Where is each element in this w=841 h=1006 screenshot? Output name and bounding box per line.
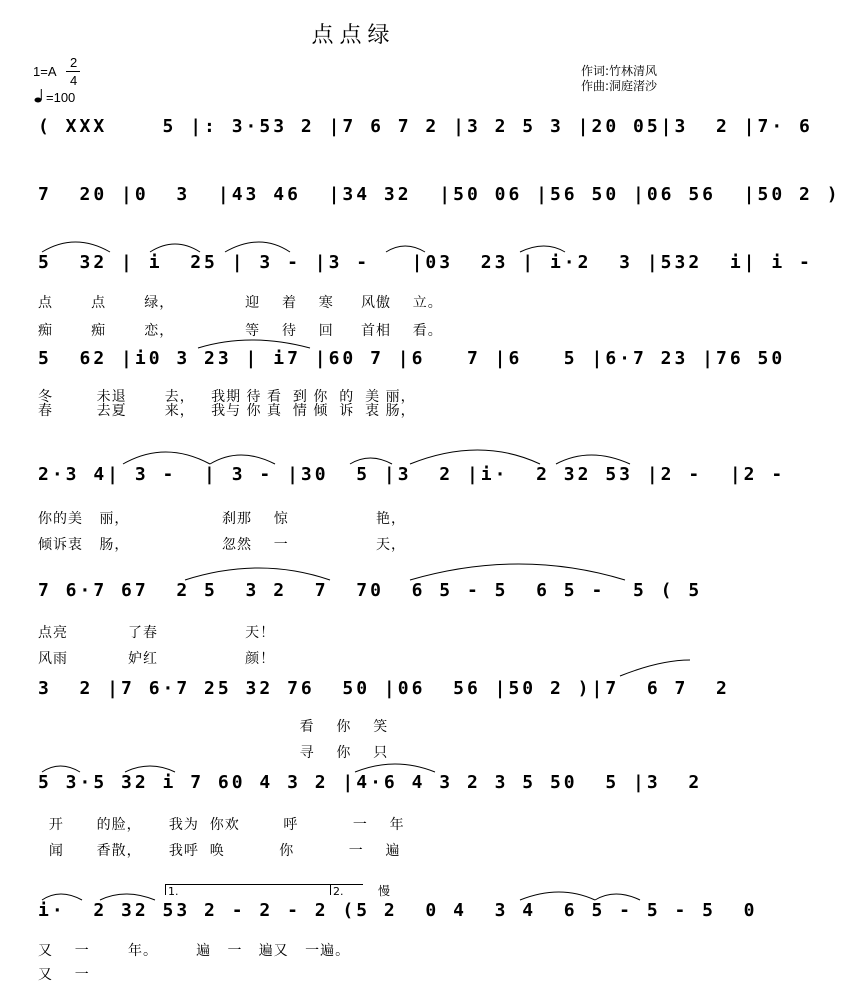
lyric-line-verse2: 又 一 <box>38 967 90 983</box>
notation-line: 5 32 | i 25 | 3 - |3 - |03 23 | i·2 3 |532 i| i - <box>38 252 813 273</box>
song-title: 点点绿 <box>311 23 396 48</box>
volta-bracket-2: 2. <box>330 884 363 895</box>
score-system-3 <box>0 252 813 286</box>
notation-line: 5 3·5 32 i 7 60 4 3 2 |4·6 4 3 2 3 5 50 5 |3 2 <box>38 772 703 793</box>
score-system-8 <box>0 772 707 806</box>
lyric-line-verse1: 冬 未退 去， 我期 待 看 到 你 的 美 丽， <box>38 389 416 405</box>
notation-line: i· 2 32 53 2 - 2 - 2 (5 2 0 4 3 4 6 5 - 5 - 5 0 <box>38 900 758 921</box>
lyric-line-verse1: 开 的脸， 我为 你欢 呼 一 年 <box>38 817 405 833</box>
lyric-line-verse2: 痴 痴 恋， 等 待 回 首相 看。 <box>38 323 443 339</box>
key-signature: 1=A <box>33 64 57 79</box>
lyric-line-verse1: 点 点 绿， 迎 着 寒 风傲 立。 <box>38 295 443 311</box>
score-system-5 <box>0 464 786 498</box>
notation-line: ( XXX 5 |: 3·53 2 |7 6 7 2 |3 2 5 3 |20 05|3 2 |7· 6 <box>38 116 813 137</box>
volta-bracket-1: 1. <box>165 884 333 895</box>
lyric-line-verse2: 倾诉衷 肠， 忽然 一 天， <box>38 537 407 553</box>
score-system-9 <box>0 900 758 934</box>
time-sig-line <box>66 71 80 72</box>
tempo-slow-mark: 慢 <box>378 884 391 898</box>
quarter-note-icon <box>34 88 44 102</box>
lyric-line-verse2: 风雨 妒红 颜！ <box>38 651 276 667</box>
lyric-line-verse2: 寻 你 只 <box>38 745 389 761</box>
score-system-4 <box>0 348 786 382</box>
credits <box>581 64 657 94</box>
time-sig-bottom: 4 <box>70 73 78 88</box>
lyric-line-verse1: 点亮 了春 天！ <box>38 625 276 641</box>
score-system-1 <box>0 116 813 150</box>
lyric-line-verse2: 闻 香散， 我呼 唤 你 一 遍 <box>38 843 401 859</box>
lyric-line-verse1: 又 一 年。 遍 一 遍又 一遍。 <box>38 943 351 959</box>
score-system-6 <box>0 580 707 614</box>
score-system-7 <box>0 678 730 712</box>
time-sig-top: 2 <box>70 55 78 70</box>
notation-line: 3 2 |7 6·7 25 32 76 50 |06 56 |50 2 )|7 6 7 2 <box>38 678 730 699</box>
lyricist-credit: 作词:竹林清风 <box>581 64 658 78</box>
notation-line: 7 20 |0 3 |43 46 |34 32 |50 06 |56 50 |06 56 |50 2 ) <box>38 184 841 205</box>
lyric-line-verse1: 看 你 笑 <box>38 719 389 735</box>
notation-line: 2·3 4| 3 - | 3 - |30 5 |3 2 |i· 2 32 53 |2 - |2 - <box>38 464 786 485</box>
lyric-line-verse2: 春 去夏 来， 我与 你 真 情 倾 诉 衷 肠， <box>38 403 416 419</box>
lyric-line-verse1: 你的美 丽， 刹那 惊 艳， <box>38 511 407 527</box>
notation-line: 7 6·7 67 2 5 3 2 7 70 6 5 - 5 6 5 - 5 ( 5 <box>38 580 703 601</box>
composer-credit: 作曲:洞庭渚沙 <box>581 79 658 93</box>
score-system-2 <box>0 184 841 218</box>
tempo: =100 <box>46 90 76 105</box>
notation-line: 5 62 |i0 3 23 | i7 |60 7 |6 7 |6 5 |6·7 23 |76 50 <box>38 348 786 369</box>
